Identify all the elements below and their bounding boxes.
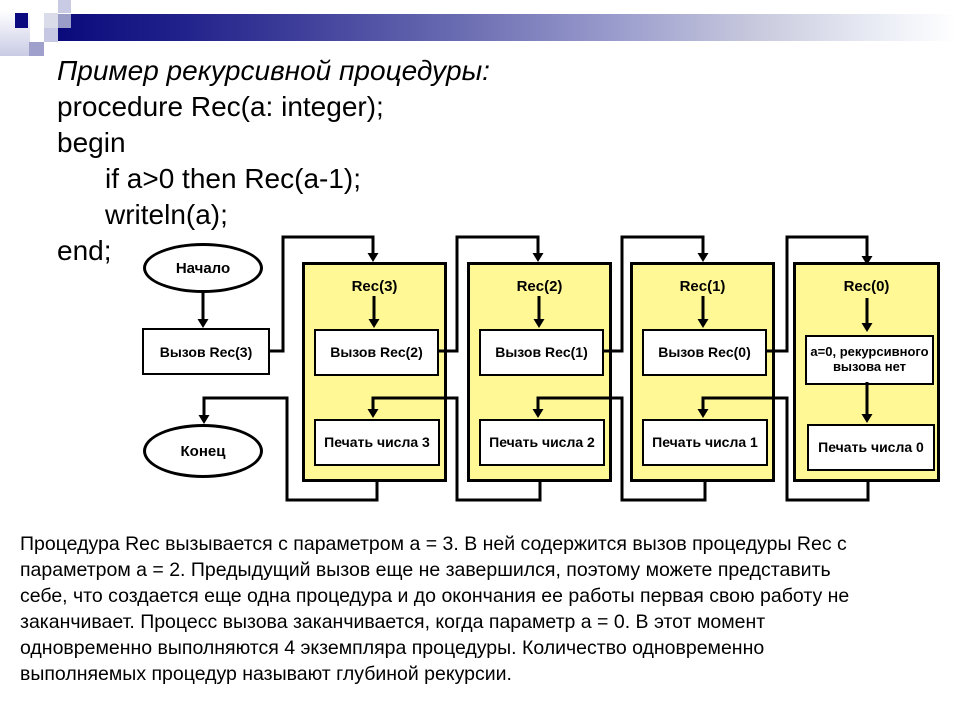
paragraph-line: параметром а = 2. Предыдущий вызов еще не завершился, поэтому можете представить bbox=[20, 559, 831, 581]
frame-rec3 bbox=[302, 262, 447, 482]
frame-print-box: Печать числа 3 bbox=[314, 419, 440, 466]
frame-print-box: Печать числа 2 bbox=[479, 419, 605, 466]
paragraph-line: заканчивает. Процесс вызова заканчивается, когда параметр а = 0. В этот момент bbox=[20, 611, 766, 633]
paragraph-line: одновременно выполняются 4 экземпляра процедуры. Количество одновременно bbox=[20, 637, 765, 659]
frame-rec0 bbox=[793, 262, 940, 482]
paragraph-line: Процедура Rec вызывается с параметром а = 3. В ней содержится вызов процедуры Rec с bbox=[20, 533, 847, 555]
node-end: Конец bbox=[143, 424, 263, 478]
frame-call-box: Вызов Rec(0) bbox=[642, 329, 767, 376]
frame-call-box: Вызов Rec(1) bbox=[479, 329, 604, 376]
frame-title: Rec(3) bbox=[351, 278, 398, 295]
node-start: Начало bbox=[143, 243, 263, 293]
frame-rec2 bbox=[467, 262, 612, 482]
code-line: begin bbox=[57, 127, 126, 158]
node-root-call: Вызов Rec(3) bbox=[142, 328, 270, 375]
frame-title: Rec(2) bbox=[516, 278, 563, 295]
frame-rec1 bbox=[630, 262, 775, 482]
code-line: writeln(a); bbox=[105, 199, 228, 230]
frame-print-box: Печать числа 1 bbox=[642, 419, 768, 466]
frame-print-box: Печать числа 0 bbox=[807, 424, 935, 471]
code-line: if a>0 then Rec(a-1); bbox=[105, 163, 362, 194]
paragraph-line: выполняемых процедур называют глубиной рекурсии. bbox=[20, 663, 512, 685]
code-line: procedure Rec(a: integer); bbox=[57, 91, 384, 122]
frame-title: Rec(1) bbox=[679, 278, 726, 295]
code-line: end; bbox=[57, 235, 112, 266]
slide-title: Пример рекурсивной процедуры: bbox=[57, 55, 490, 86]
frame-call-box: Вызов Rec(2) bbox=[314, 329, 439, 376]
paragraph-line: себе, что создается еще одна процедура и до окончания ее работы первая свою работу не bbox=[20, 585, 850, 607]
frame-title: Rec(0) bbox=[843, 278, 890, 295]
description-paragraph bbox=[20, 531, 955, 687]
frame-call-box: a=0, рекурсивного вызова нет bbox=[805, 335, 934, 385]
